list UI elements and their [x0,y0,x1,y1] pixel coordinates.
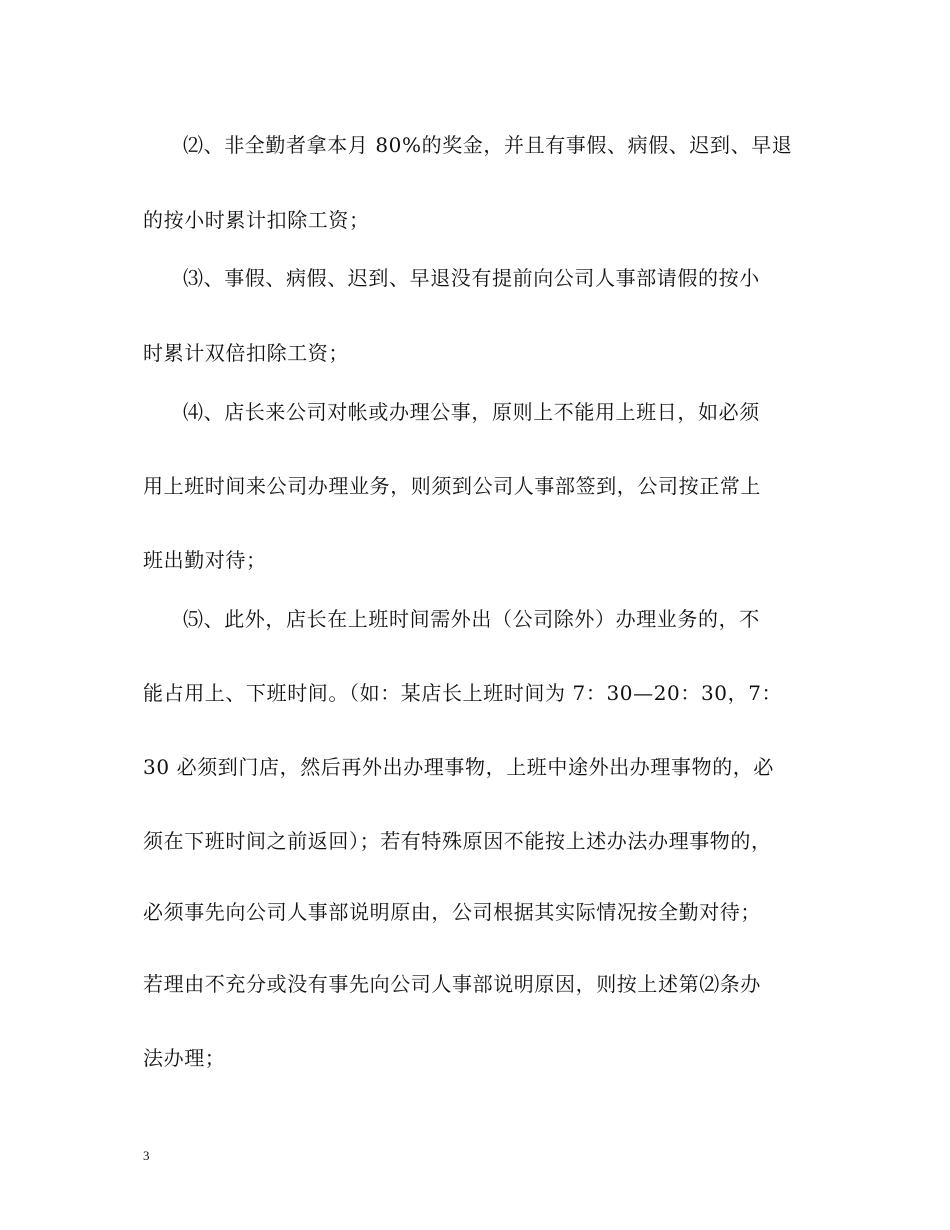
text-line: 若理由不充分或没有事先向公司人事部说明原因，则按上述第⑵条办 [143,972,761,996]
text-line: 时累计双倍扣除工资； [143,341,349,365]
text-line: 用上班时间来公司办理业务，则须到公司人事部签到，公司按正常上 [143,474,761,498]
text-line: ⑵、非全勤者拿本月 80%的奖金，并且有事假、病假、迟到、早退 [183,133,793,157]
text-line: 必须事先向公司人事部说明原由，公司根据其实际情况按全勤对待； [143,900,761,924]
text-line: ⑷、店长来公司对帐或办理公事，原则上不能用上班日，如必须 [183,400,760,424]
text-line: 能占用上、下班时间。（如：某店长上班时间为 7：30—20：30，7： [143,681,783,705]
page-number: 3 [143,1148,150,1163]
text-line: 的按小时累计扣除工资； [143,208,370,232]
text-line: 法办理； [143,1046,226,1070]
text-line: 30 必须到门店，然后再外出办理事物，上班中途外出办理事物的，必 [143,755,775,779]
text-line: 须在下班时间之前返回）；若有特殊原因不能按上述办法办理事物的， [143,829,772,853]
text-line: 班出勤对待； [143,548,267,572]
text-line: ⑶、事假、病假、迟到、早退没有提前向公司人事部请假的按小 [183,266,760,290]
text-line: ⑸、此外，店长在上班时间需外出（公司除外）办理业务的，不 [183,607,760,631]
